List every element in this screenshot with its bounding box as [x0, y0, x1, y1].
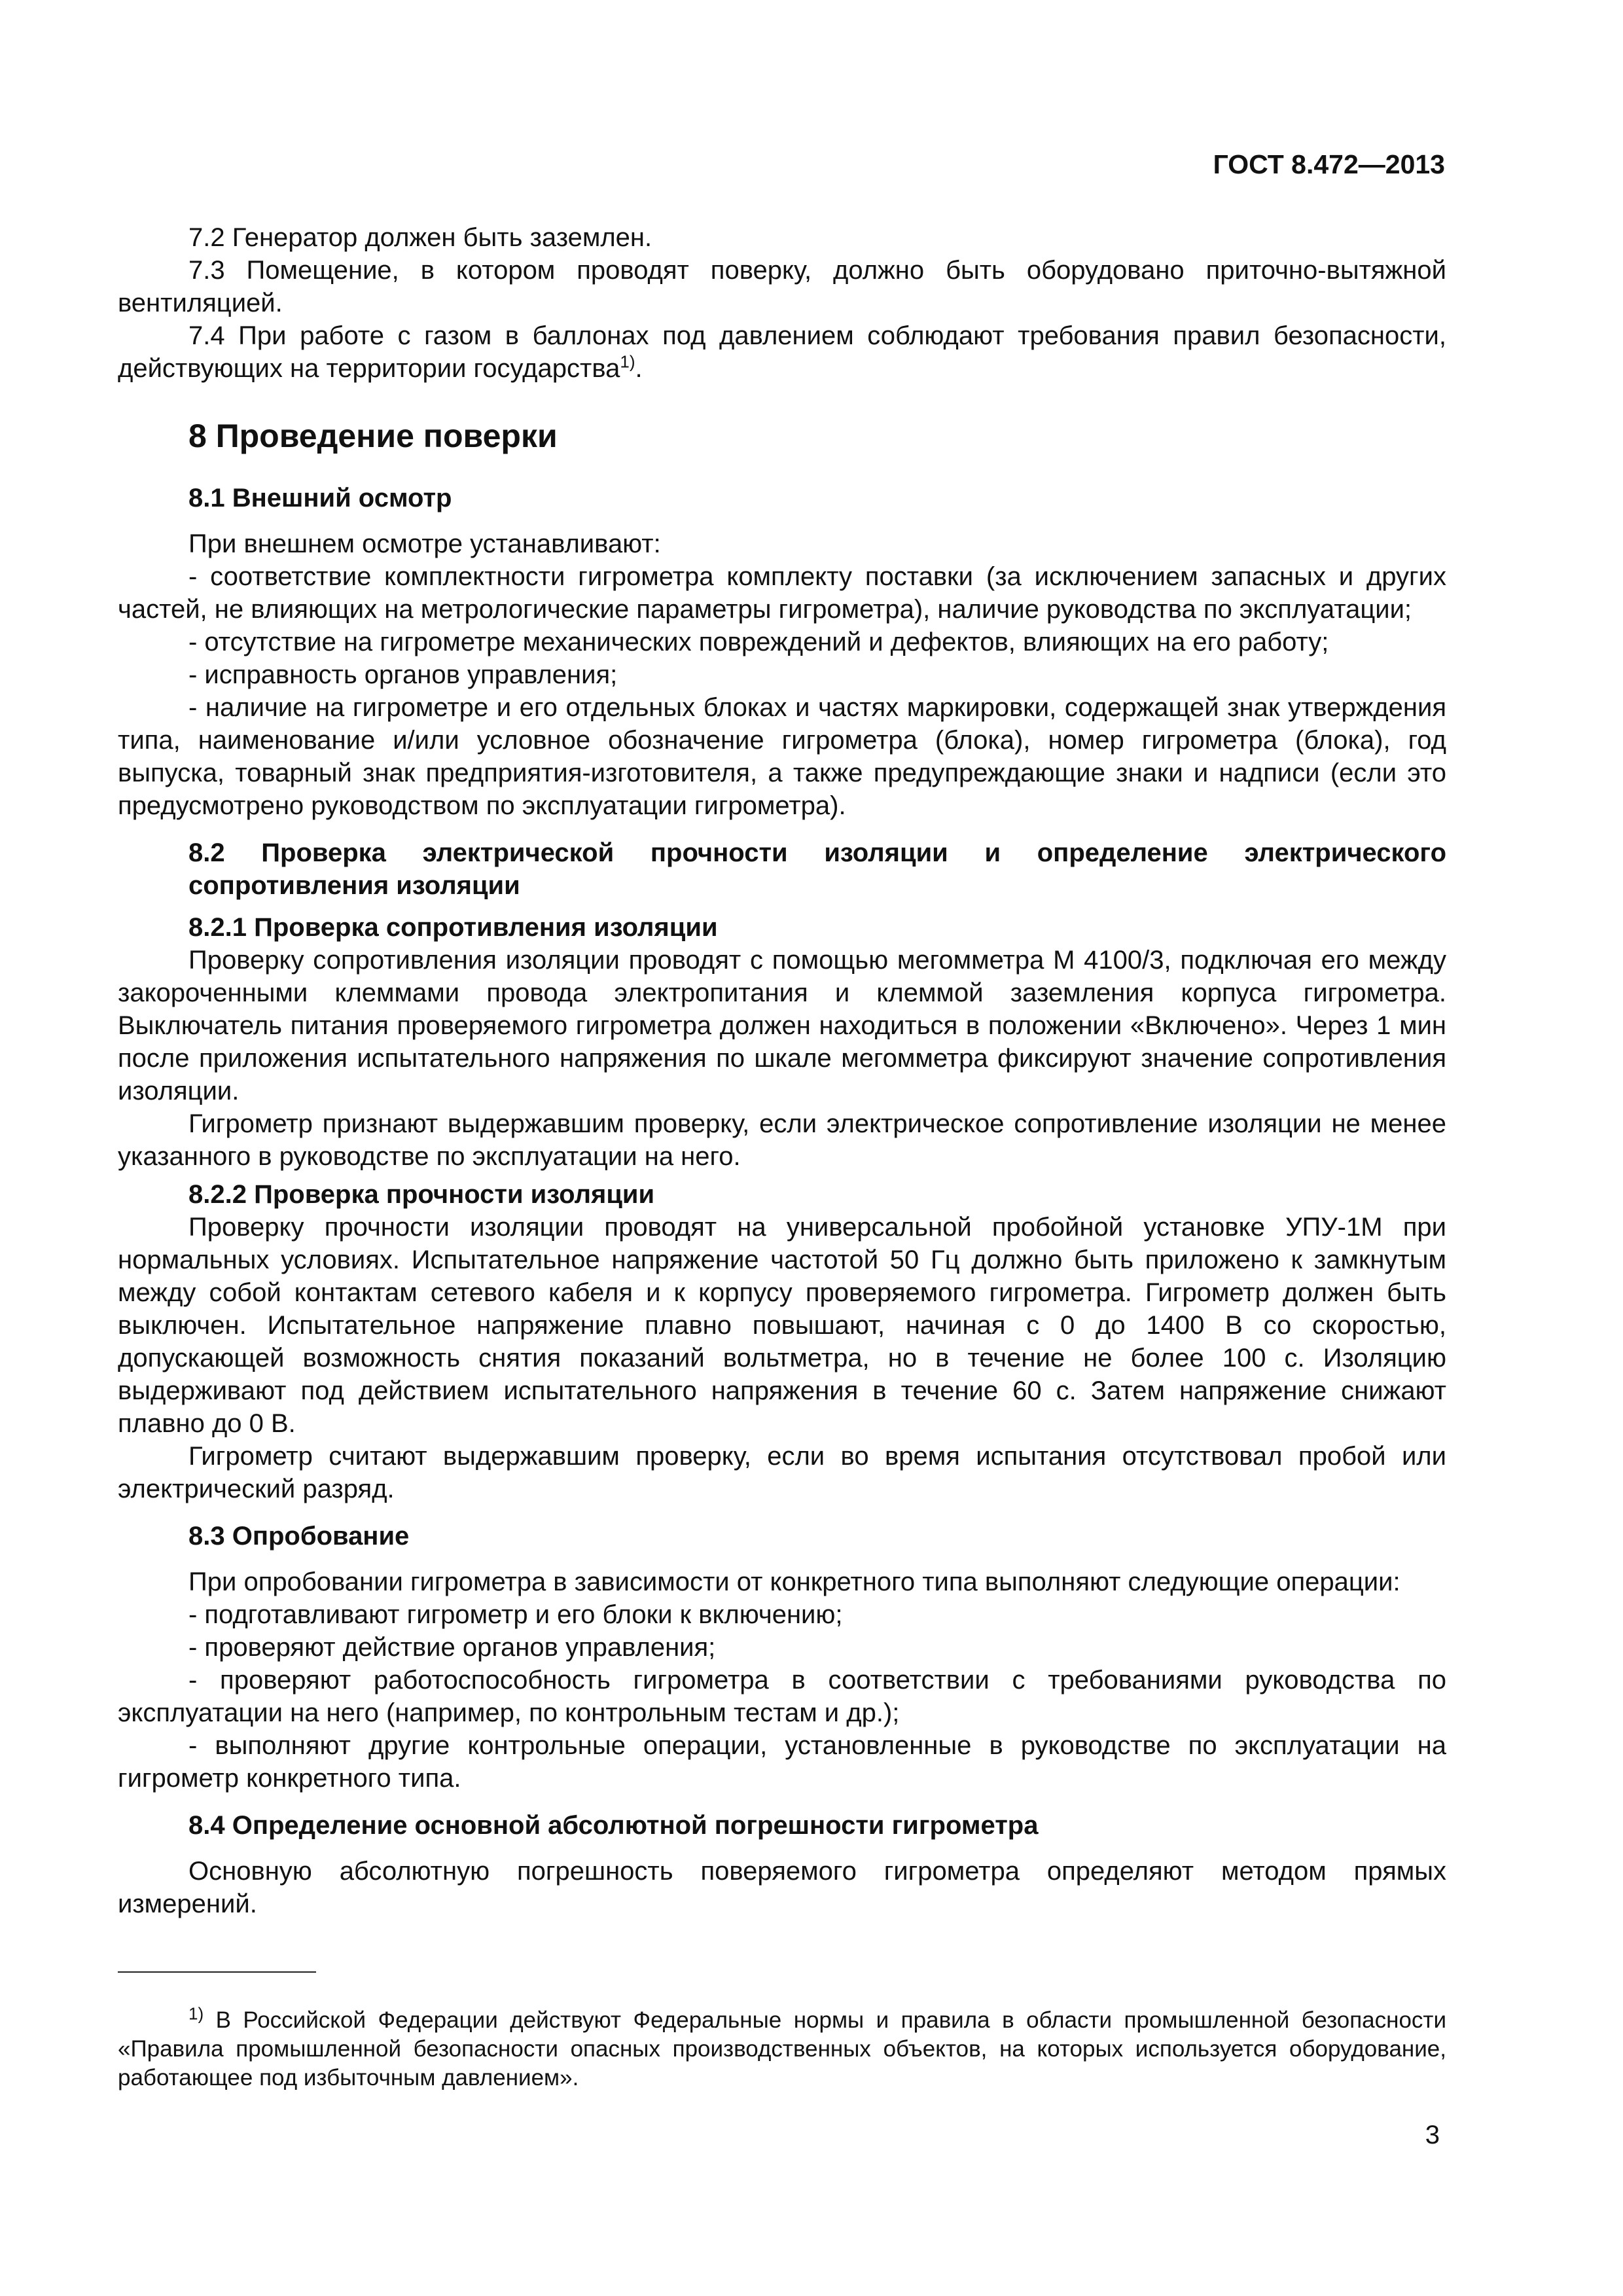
- list-item: - подготавливают гигрометр и его блоки к включению;: [188, 1600, 843, 1629]
- list-item: - исправность органов управления;: [188, 660, 618, 689]
- section-8-2-2-paragraph-2: Гигрометр считают выдержавшим проверку, если во время испытания отсутствовал пробой или электрический разряд.: [118, 1442, 1446, 1503]
- section-8-1-title: 8.1 Внешний осмотр: [188, 484, 452, 512]
- section-8-2-1-paragraph-2: Гигрометр признают выдержавшим проверку, если электрическое сопротивление изоляции не менее указанного в руководстве по эксплуатации на него.: [118, 1109, 1446, 1171]
- section-8-3-title: 8.3 Опробование: [188, 1522, 410, 1551]
- section-8-2-title: 8.2 Проверка электрической прочности изоляции и определение электрического сопротивления изоляции: [188, 838, 1446, 900]
- page-body: [118, 221, 1446, 1920]
- section-8-4-paragraph-1: Основную абсолютную погрешность поверяемого гигрометра определяют методом прямых измерений.: [118, 1857, 1446, 1918]
- document-id-header: ГОСТ 8.472—2013: [1213, 149, 1445, 179]
- footnote: [118, 2003, 1446, 2092]
- section-8-2-1-title: 8.2.1 Проверка сопротивления изоляции: [188, 913, 718, 942]
- list-item: - наличие на гигрометре и его отдельных блоках и частях маркировки, содержащей знак утверждения типа, наименование и/или условное обозначение гигрометра (блока), номер гигрометра (блока), год выпуска, товарный знак предприятия-изготовителя, а также предупреждающие знаки и надписи (если это предусмотрено руководством по эксплуатации гигрометра).: [118, 693, 1446, 820]
- paragraph-7-4-end: .: [635, 354, 643, 383]
- footnote-mark: 1): [188, 2003, 204, 2024]
- paragraph-7-4-text: 7.4 При работе с газом в баллонах под давлением соблюдают требования правил безопасности, действующих на территории государства: [118, 321, 1446, 383]
- list-item: - проверяют действие органов управления;: [188, 1633, 716, 1662]
- list-item: - проверяют работоспособность гигрометра в соответствии с требованиями руководства по эксплуатации на него (например, по контрольным тестам и др.);: [118, 1666, 1446, 1727]
- list-item: - отсутствие на гигрометре механических повреждений и дефектов, влияющих на его работу;: [188, 628, 1329, 656]
- page-number: 3: [1425, 2121, 1440, 2149]
- list-item: - выполняют другие контрольные операции, установленные в руководстве по эксплуатации на гигрометр конкретного типа.: [118, 1731, 1446, 1793]
- paragraph-7-3: 7.3 Помещение, в котором проводят поверку, должно быть оборудовано приточно-вытяжной вентиляцией.: [118, 256, 1446, 317]
- section-8-4-title: 8.4 Определение основной абсолютной погрешности гигрометра: [188, 1811, 1039, 1840]
- paragraph-7-4: [118, 319, 1446, 385]
- footnote-divider: [118, 1971, 316, 1973]
- footnote-text: В Российской Федерации действуют Федеральные нормы и правила в области промышленной безопасности «Правила промышленной безопасности опасных производственных объектов, на которых используется оборудование, работающее под избыточным давлением».: [118, 2007, 1446, 2090]
- list-item: - соответствие комплектности гигрометра комплекту поставки (за исключением запасных и других частей, не влияющих на метрологические параметры гигрометра), наличие руководства по эксплуатации;: [118, 562, 1446, 624]
- footnote-reference: 1): [620, 351, 635, 372]
- section-8-1-intro: При внешнем осмотре устанавливают:: [188, 529, 661, 558]
- section-8-3-intro: При опробовании гигрометра в зависимости от конкретного типа выполняют следующие операции:: [188, 1568, 1400, 1596]
- paragraph-7-2: 7.2 Генератор должен быть заземлен.: [188, 223, 652, 252]
- section-8-title: 8 Проведение поверки: [188, 418, 558, 454]
- section-8-2-2-title: 8.2.2 Проверка прочности изоляции: [188, 1180, 655, 1209]
- section-8-2-1-paragraph-1: Проверку сопротивления изоляции проводят с помощью мегомметра М 4100/3, подключая его между закороченными клеммами провода электропитания и клеммой заземления корпуса гигрометра. Выключатель питания проверяемого гигрометра должен находиться в положении «Включено». Через 1 мин после приложения испытательного напряжения по шкале мегомметра фиксируют значение сопротивления изоляции.: [118, 946, 1446, 1105]
- section-8-2-2-paragraph-1: Проверку прочности изоляции проводят на универсальной пробойной установке УПУ-1М при нормальных условиях. Испытательное напряжение частотой 50 Гц должно быть приложено к замкнутым между собой контактам сетевого кабеля и к корпусу проверяемого гигрометра. Гигрометр должен быть выключен. Испытательное напряжение плавно повышают, начиная с 0 до 1400 В со скоростью, допускающей возможность снятия показаний вольтметра, но в течение не более 100 с. Изоляцию выдерживают под действием испытательного напряжения в течение 60 с. Затем напряжение снижают плавно до 0 В.: [118, 1213, 1446, 1438]
